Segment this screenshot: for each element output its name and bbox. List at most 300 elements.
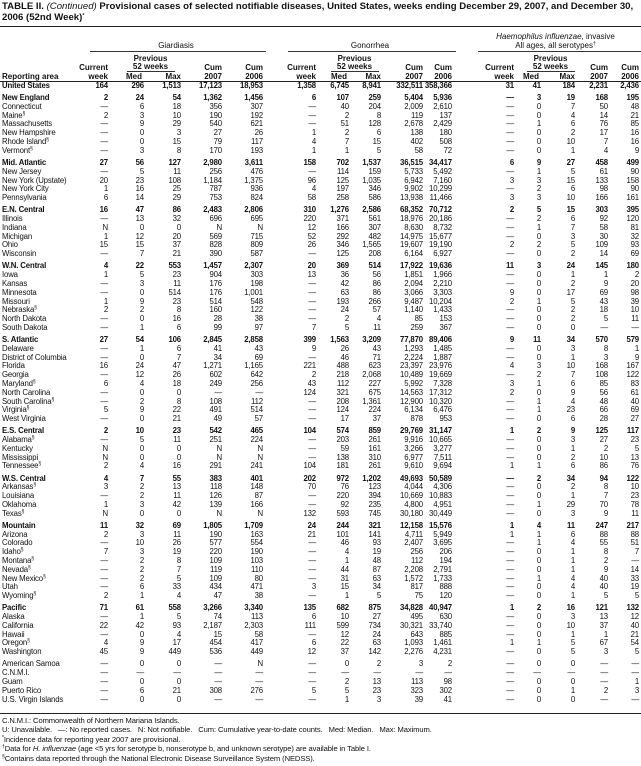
reporting-area: American Samoa (2, 659, 60, 669)
table-cell: 0 (536, 101, 541, 111)
table-cell: 0 (536, 452, 541, 462)
table-cell: 308 (209, 685, 222, 695)
table-row (0, 566, 639, 575)
table-cell: 148 (250, 482, 263, 492)
table-cell: 224 (250, 435, 263, 445)
table-cell: 9,916 (404, 435, 423, 445)
table-row (0, 389, 639, 398)
table-cell: 0 (536, 629, 541, 639)
table-cell: — (567, 668, 575, 678)
group-underline (478, 51, 641, 52)
table-cell: — (506, 249, 514, 259)
table-cell: 1,457 (203, 261, 222, 271)
table-cell: 0 (536, 387, 541, 397)
table-cell: 358,366 (424, 81, 452, 90)
table-cell: 828 (209, 240, 222, 250)
table-cell: 753 (209, 193, 222, 203)
table-cell: 554 (250, 538, 263, 548)
table-row (0, 380, 639, 389)
table-cell: — (506, 473, 514, 483)
table-cell: 190 (209, 529, 222, 539)
table-cell: 1 (509, 520, 514, 530)
table-cell: 112 (337, 378, 349, 388)
table-cell: 124 (303, 387, 316, 397)
table-row (0, 250, 639, 259)
table-cell: 63 (372, 573, 381, 583)
table-cell: — (100, 249, 108, 259)
table-cell: 34 (566, 335, 575, 344)
table-cell: 26 (172, 538, 181, 548)
table-cell: 454 (209, 638, 222, 648)
table-cell: 495 (410, 612, 423, 622)
table-cell: 514 (168, 287, 181, 297)
table-cell: 112 (411, 556, 423, 566)
table-cell: 1 (570, 491, 575, 501)
table-cell: 43 (599, 296, 608, 306)
table-cell: 17 (566, 287, 575, 297)
table-row (0, 406, 639, 415)
table-cell: 574 (336, 426, 349, 436)
table-cell: 9 (139, 638, 144, 648)
table-cell: 27 (372, 612, 381, 622)
table-cell: 79 (213, 137, 222, 147)
header-cum: Cum (621, 63, 639, 72)
table-cell: N (257, 452, 263, 462)
table-cell: — (100, 556, 108, 566)
table-cell: — (100, 629, 108, 639)
table-cell: 0 (176, 387, 181, 397)
reporting-area: New York (Upstate) (2, 175, 67, 185)
table-cell: 3 (139, 110, 144, 120)
table-cell: — (308, 452, 316, 462)
table-cell: 13 (172, 482, 181, 492)
reporting-area: Pacific (2, 603, 27, 613)
table-cell: 36 (340, 270, 349, 280)
table-cell: 4 (311, 184, 316, 194)
table-cell: — (308, 119, 316, 129)
table-cell: 9 (139, 296, 144, 306)
table-cell: — (506, 166, 514, 176)
table-cell: 310 (368, 452, 381, 462)
table-cell: 54 (630, 638, 639, 648)
table-cell: — (506, 435, 514, 445)
table-cell: 0 (536, 145, 541, 155)
table-cell: 10 (630, 482, 639, 492)
table-cell: 266 (368, 296, 381, 306)
table-cell: 89,406 (429, 335, 452, 344)
reporting-area: Montana§ (2, 556, 34, 566)
table-cell: — (506, 184, 514, 194)
table-cell: 2 (103, 529, 108, 539)
table-cell: 10,669 (400, 491, 423, 501)
reporting-area: Arizona (2, 529, 28, 539)
table-cell: 1 (536, 222, 541, 232)
table-cell: 875 (368, 603, 381, 613)
table-cell: 734 (368, 620, 381, 630)
table-cell: 7 (103, 547, 108, 557)
table-cell: 10 (566, 137, 575, 147)
table-cell: 23 (172, 296, 181, 306)
table-cell: — (506, 499, 514, 509)
table-cell: — (506, 93, 514, 103)
table-cell: 9,610 (404, 461, 423, 471)
table-cell: 1 (536, 638, 541, 648)
table-cell: 602 (209, 370, 222, 380)
table-cell: 85 (599, 378, 608, 388)
reporting-area: New York City (2, 184, 49, 194)
table-cell: — (100, 145, 108, 155)
table-cell: — (100, 166, 108, 176)
table-row (0, 557, 639, 566)
table-cell: 2,980 (203, 157, 222, 167)
table-cell: 417 (250, 638, 263, 648)
table-row (0, 678, 639, 687)
table-cell: — (506, 508, 514, 518)
table-cell: 10,204 (429, 296, 452, 306)
header-med: Med (331, 72, 347, 81)
table-cell: 7 (603, 491, 608, 501)
table-cell: — (308, 659, 316, 669)
table-cell: 190 (209, 110, 222, 120)
table-cell: 256 (209, 166, 222, 176)
table-cell: 15 (566, 205, 575, 215)
table-row (0, 103, 639, 112)
table-cell: 7 (176, 564, 181, 574)
table-cell: 11 (173, 491, 181, 501)
table-cell: — (600, 322, 608, 332)
table-cell: 27 (99, 157, 108, 167)
table-cell: 303 (250, 270, 263, 280)
table-cell: 204 (368, 101, 381, 111)
table-cell: 5,936 (433, 93, 452, 103)
table-cell: 14 (135, 193, 144, 203)
table-cell: 8 (176, 556, 181, 566)
table-cell: 1 (509, 638, 514, 648)
table-cell: — (506, 685, 514, 695)
table-cell: 258 (336, 193, 349, 203)
table-cell: — (506, 564, 514, 574)
reporting-area: Nebraska§ (2, 305, 37, 315)
table-cell: 0 (536, 694, 541, 704)
table-cell: 3 (603, 352, 608, 362)
table-row (0, 531, 639, 540)
table-cell: 499 (626, 157, 639, 167)
table-cell: 2 (376, 659, 381, 669)
table-cell: 125 (336, 175, 349, 185)
table-cell: 8 (603, 343, 608, 353)
table-cell: 69 (254, 352, 263, 362)
table-cell: 54 (135, 335, 144, 344)
table-cell: N (257, 443, 263, 453)
table-cell: 139 (209, 499, 222, 509)
table-cell: 22 (172, 405, 181, 415)
table-row (0, 289, 639, 298)
table-cell: 1 (103, 270, 108, 280)
reporting-area: Michigan (2, 231, 33, 241)
table-cell: 113 (251, 612, 263, 622)
reporting-area: E.S. Central (2, 426, 44, 436)
table-cell: 49,693 (400, 473, 423, 483)
table-cell: 17 (599, 128, 608, 138)
table-cell: 37 (172, 240, 181, 250)
table-row (0, 631, 639, 640)
table-cell: 29 (566, 499, 575, 509)
table-cell: 220 (303, 214, 316, 224)
table-cell: N (257, 659, 263, 669)
table-cell: 0 (139, 222, 144, 232)
table-cell: 2,483 (203, 205, 222, 215)
table-cell: 356 (209, 101, 222, 111)
table-cell: — (631, 322, 639, 332)
table-cell: — (506, 405, 514, 415)
table-cell: 6 (176, 322, 181, 332)
table-row (0, 415, 639, 424)
table-cell: 85 (630, 119, 639, 129)
table-cell: — (506, 547, 514, 557)
table-cell: — (506, 128, 514, 138)
table-cell: — (255, 387, 263, 397)
table-cell: — (100, 668, 108, 678)
table-cell: 696 (209, 214, 222, 224)
table-cell: 161 (626, 193, 639, 203)
table-cell: 190 (250, 547, 263, 557)
table-cell: 26 (254, 128, 263, 138)
table-cell: 23 (172, 270, 181, 280)
header-52-weeks: 52 weeks (336, 62, 373, 71)
table-cell: 224 (368, 405, 381, 415)
table-cell: 1 (103, 231, 108, 241)
table-cell: 715 (250, 231, 263, 241)
footnote-1: *Incidence data for reporting year 2007 are provisional. (2, 734, 181, 744)
table-cell: 10,665 (429, 435, 452, 445)
table-cell: 0 (536, 231, 541, 241)
table-cell: 34 (213, 352, 222, 362)
table-cell: 577 (209, 538, 222, 548)
table-cell: — (506, 270, 514, 280)
table-cell: 9 (603, 508, 608, 518)
table-cell: 2 (603, 685, 608, 695)
table-cell: 9 (139, 119, 144, 129)
table-cell: 2 (139, 305, 144, 315)
table-cell: — (600, 676, 608, 686)
table-cell: 30,180 (400, 508, 423, 518)
table-cell: 23 (630, 435, 639, 445)
table-cell: 117 (251, 137, 263, 147)
table-cell: 0 (139, 128, 144, 138)
table-cell: 291 (209, 461, 222, 471)
table-cell: 1,537 (362, 157, 381, 167)
table-row (0, 129, 639, 138)
header-week: week (88, 72, 108, 81)
table-cell: — (631, 556, 639, 566)
table-cell: 76 (340, 482, 349, 492)
table-cell: 3 (103, 482, 108, 492)
table-cell: 2 (570, 482, 575, 492)
table-cell: 94 (599, 473, 608, 483)
table-cell: 15 (340, 582, 349, 592)
table-cell: 40 (340, 101, 349, 111)
table-cell: 104 (303, 461, 316, 471)
table-cell: — (173, 668, 181, 678)
table-cell: 2 (570, 249, 575, 259)
table-cell: 19 (172, 547, 181, 557)
table-cell: 38 (254, 314, 263, 324)
table-cell: N (257, 222, 263, 232)
table-cell: 5 (634, 443, 639, 453)
table-cell: 170 (209, 145, 222, 155)
table-cell: 0 (139, 137, 144, 147)
table-cell: 401 (250, 473, 263, 483)
reporting-area: Colorado (2, 538, 33, 548)
table-cell: 13 (307, 270, 316, 280)
table-cell: 176 (209, 278, 222, 288)
table-row (0, 194, 639, 203)
table-cell: 261 (368, 461, 381, 471)
table-cell: N (102, 443, 108, 453)
table-cell: 51 (340, 119, 349, 129)
table-cell: 0 (570, 659, 575, 669)
table-cell: — (506, 612, 514, 622)
table-cell: 3 (176, 128, 181, 138)
table-cell: 10 (630, 305, 639, 315)
table-cell: — (308, 694, 316, 704)
table-cell: 1,184 (203, 175, 222, 185)
table-cell: 2 (139, 573, 144, 583)
header-week: week (494, 72, 514, 81)
table-cell: 1 (536, 573, 541, 583)
table-cell: 217 (626, 520, 639, 530)
table-cell: 6 (570, 414, 575, 424)
table-cell: 88 (630, 529, 639, 539)
table-cell: 2 (139, 396, 144, 406)
group-underline (288, 51, 456, 52)
table-cell: 3,695 (433, 538, 452, 548)
table-cell: — (308, 305, 316, 315)
table-cell: 3 (634, 685, 639, 695)
table-cell: 5 (570, 166, 575, 176)
table-cell: 5,492 (433, 166, 452, 176)
table-cell: 30,449 (429, 508, 452, 518)
table-cell: 0 (536, 582, 541, 592)
table-cell: 0 (139, 508, 144, 518)
header-cum: Cum (434, 63, 452, 72)
table-cell: — (506, 573, 514, 583)
table-cell: 2 (570, 452, 575, 462)
table-cell: 249 (209, 378, 222, 388)
table-cell: 86 (172, 205, 181, 215)
table-cell: — (506, 668, 514, 678)
table-cell: 119 (210, 564, 222, 574)
table-cell: 12 (135, 231, 144, 241)
table-cell: 2,806 (244, 205, 263, 215)
region-row (0, 94, 639, 103)
table-cell: 10,299 (429, 184, 452, 194)
table-cell: 22 (135, 261, 144, 271)
table-cell: N (216, 222, 222, 232)
reporting-area: Alaska (2, 612, 25, 622)
table-cell: 8 (376, 110, 381, 120)
table-cell: 1 (536, 378, 541, 388)
table-cell: 48 (372, 556, 381, 566)
table-cell: 0 (536, 482, 541, 492)
table-cell: 132 (626, 603, 639, 613)
table-row (0, 224, 639, 233)
table-cell: 1 (634, 676, 639, 686)
reporting-area: S. Atlantic (2, 335, 39, 344)
reporting-area: New Hampshire (2, 128, 56, 138)
table-cell: 321 (336, 387, 349, 397)
reporting-area: Maryland§ (2, 378, 36, 388)
table-cell: 259 (368, 93, 381, 103)
table-cell: 1,887 (433, 352, 452, 362)
table-cell: 12 (307, 647, 316, 657)
table-cell: 206 (439, 547, 452, 557)
table-cell: 15 (172, 137, 181, 147)
table-cell: — (631, 694, 639, 704)
table-cell: 0 (139, 287, 144, 297)
table-cell: 4 (139, 461, 144, 471)
header-week: week (296, 72, 316, 81)
table-cell: 1 (344, 591, 349, 601)
table-cell: 514 (250, 405, 263, 415)
table-cell: 16 (172, 461, 181, 471)
table-cell: 24 (135, 93, 144, 103)
table-cell: 113 (411, 676, 423, 686)
table-cell: — (308, 499, 316, 509)
table-cell: 18 (172, 378, 181, 388)
table-cell: 3 (376, 694, 381, 704)
table-cell: 6 (311, 638, 316, 648)
table-cell: 1 (103, 296, 108, 306)
table-cell: 111 (304, 620, 316, 630)
table-cell: 47 (213, 591, 222, 601)
table-cell: 12 (135, 370, 144, 380)
table-cell: 106 (168, 335, 181, 344)
table-cell: 121 (595, 603, 608, 613)
table-cell: — (100, 538, 108, 548)
table-cell: 296 (131, 81, 144, 90)
table-cell: 371 (336, 214, 349, 224)
table-cell: 6 (376, 128, 381, 138)
table-cell: — (506, 629, 514, 639)
table-cell: 1 (509, 603, 514, 613)
table-cell: 4,044 (404, 482, 423, 492)
table-cell: 1,572 (404, 573, 423, 583)
table-cell: 55 (599, 538, 608, 548)
table-cell: 3 (536, 193, 541, 203)
table-cell: 31,147 (429, 426, 452, 436)
table-cell: — (100, 214, 108, 224)
table-cell: 30,321 (400, 620, 423, 630)
table-cell: 14,975 (400, 231, 423, 241)
table-cell: 1 (103, 499, 108, 509)
table-cell: 4,231 (433, 647, 452, 657)
table-cell: 41 (213, 343, 222, 353)
table-cell: 4 (376, 314, 381, 324)
table-cell: 14 (630, 564, 639, 574)
table-cell: 33 (172, 582, 181, 592)
reporting-area: North Dakota (2, 314, 47, 324)
table-cell: 695 (250, 214, 263, 224)
table-cell: 117 (626, 426, 639, 436)
table-cell: 1 (603, 629, 608, 639)
table-cell: 6 (139, 685, 144, 695)
table-row (0, 669, 639, 678)
table-cell: 7 (570, 222, 575, 232)
table-cell: 24 (566, 261, 575, 271)
table-cell: 195 (626, 93, 639, 103)
table-cell: 15 (99, 240, 108, 250)
